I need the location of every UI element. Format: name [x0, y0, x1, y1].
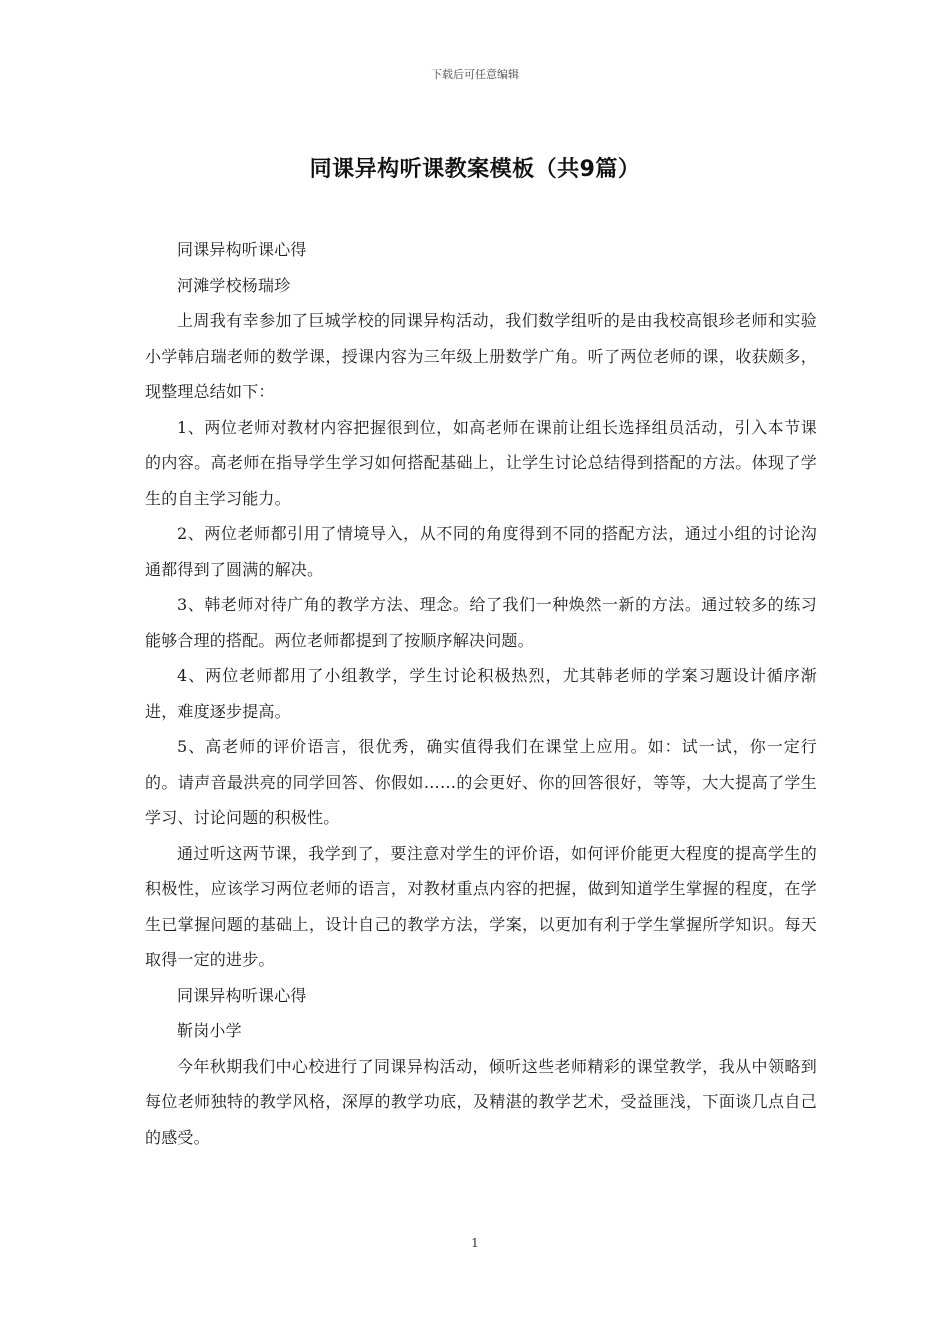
- author-line: 靳岗小学: [177, 1021, 242, 1040]
- paragraph: 今年秋期我们中心校进行了同课异构活动，倾听这些老师精彩的课堂教学，我从中领略到每位老师独特的教学风格，深厚的教学功底，及精湛的教学艺术，受益匪浅，下面谈几点自己的感受。: [145, 1056, 817, 1147]
- section-heading: 同课异构听课心得: [177, 985, 307, 1005]
- paragraph: 4、两位老师都用了小组教学，学生讨论积极热烈，尤其韩老师的学案习题设计循序渐进，难度逐步提高。: [145, 666, 817, 721]
- page-number: 1: [471, 1236, 479, 1250]
- header-note: 下载后可任意编辑: [431, 68, 519, 81]
- author-line: 河滩学校杨瑞珍: [177, 275, 291, 295]
- document-body: [145, 232, 817, 1155]
- paragraph: 1、两位老师对教材内容把握很到位，如高老师在课前让组长选择组员活动，引入本节课的内容。高老师在指导学生学习如何搭配基础上，让学生讨论总结得到搭配的方法。体现了学生的自主学习能力。: [145, 417, 817, 508]
- document-title: 同课异构听课教案模板（共9篇）: [309, 157, 641, 182]
- paragraph: 上周我有幸参加了巨城学校的同课异构活动，我们数学组听的是由我校高银珍老师和实验小学韩启瑞老师的数学课，授课内容为三年级上册数学广角。听了两位老师的课，收获颇多，现整理总结如下：: [145, 311, 817, 401]
- paragraph: 3、韩老师对待广角的教学方法、理念。给了我们一种焕然一新的方法。通过较多的练习能够合理的搭配。两位老师都提到了按顺序解决问题。: [145, 595, 817, 650]
- section-heading: 同课异构听课心得: [177, 240, 307, 259]
- paragraph: 通过听这两节课，我学到了，要注意对学生的评价语，如何评价能更大程度的提高学生的积极性，应该学习两位老师的语言，对教材重点内容的把握，做到知道学生掌握的程度，在学生已掌握问题的基础上，设计自己的教学方法，学案，以更加有利于学生掌握所学知识。每天取得一定的进步。: [145, 843, 817, 969]
- paragraph: 5、高老师的评价语言，很优秀，确实值得我们在课堂上应用。如：试一试，你一定行的。请声音最洪亮的同学回答、你假如……的会更好、你的回答很好，等等，大大提高了学生学习、讨论问题的积极性。: [145, 737, 817, 827]
- paragraph: 2、两位老师都引用了情境导入，从不同的角度得到不同的搭配方法，通过小组的讨论沟通都得到了圆满的解决。: [145, 524, 817, 579]
